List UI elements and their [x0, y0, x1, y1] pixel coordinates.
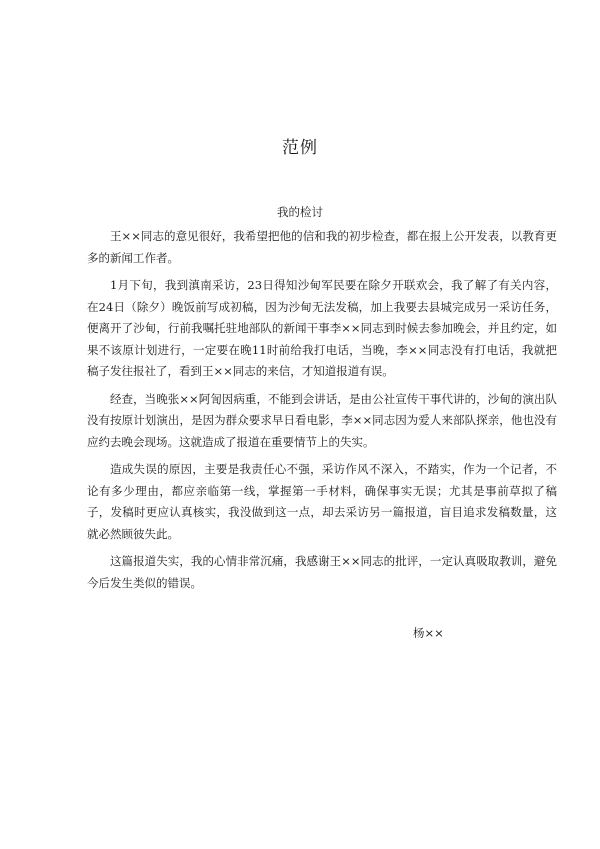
paragraph-5: 这篇报道失实，我的心情非常沉痛，我感谢王××同志的批评，一定认真吸取教训，避免今后发生类似的错误。	[87, 554, 557, 590]
paragraph-3: 经查，当晚张××阿訇因病重，不能到会讲话，是由公社宣传干事代讲的，沙甸的演出队没有按原计划演出，是因为群众要求早日看电影，李××同志因为爱人来部队探亲，他也没有应约去晚会现场。这就造成了报道在重要情节上的失实。	[87, 391, 557, 449]
page-title: 范例	[282, 138, 318, 158]
document-subtitle: 我的检讨	[277, 205, 323, 219]
document-body	[87, 226, 557, 600]
paragraph-1: 王××同志的意见很好，我希望把他的信和我的初步检查，都在报上公开发表，以教育更多的新闻工作者。	[87, 229, 557, 265]
signature: 杨××	[413, 626, 444, 640]
paragraph-4: 造成失误的原因，主要是我责任心不强，采访作风不深入，不踏实，作为一个记者，不论有多少理由，都应亲临第一线，掌握第一手材料，确保事实无误；尤其是事前草拟了稿子，发稿时更应认真核实，我没做到这一点，却去采访另一篇报道，盲目追求发稿数量，这就必然顾彼失此。	[87, 462, 557, 541]
paragraph-2: 1月下旬，我到滇南采访，23日得知沙甸军民要在除夕开联欢会，我了解了有关内容，在24日（除夕）晚饭前写成初稿，因为沙甸无法发稿，加上我要去县城完成另一采访任务，便离开了沙甸，行前我嘱托驻地部队的新闻干事李××同志到时候去参加晚会，并且约定，如果不该原计划进行，一定要在晚11时前给我打电话，当晚，李××同志没有打电话，我就把稿子发往报社了，看到王××同志的来信，才知道报道有误。	[87, 278, 557, 378]
